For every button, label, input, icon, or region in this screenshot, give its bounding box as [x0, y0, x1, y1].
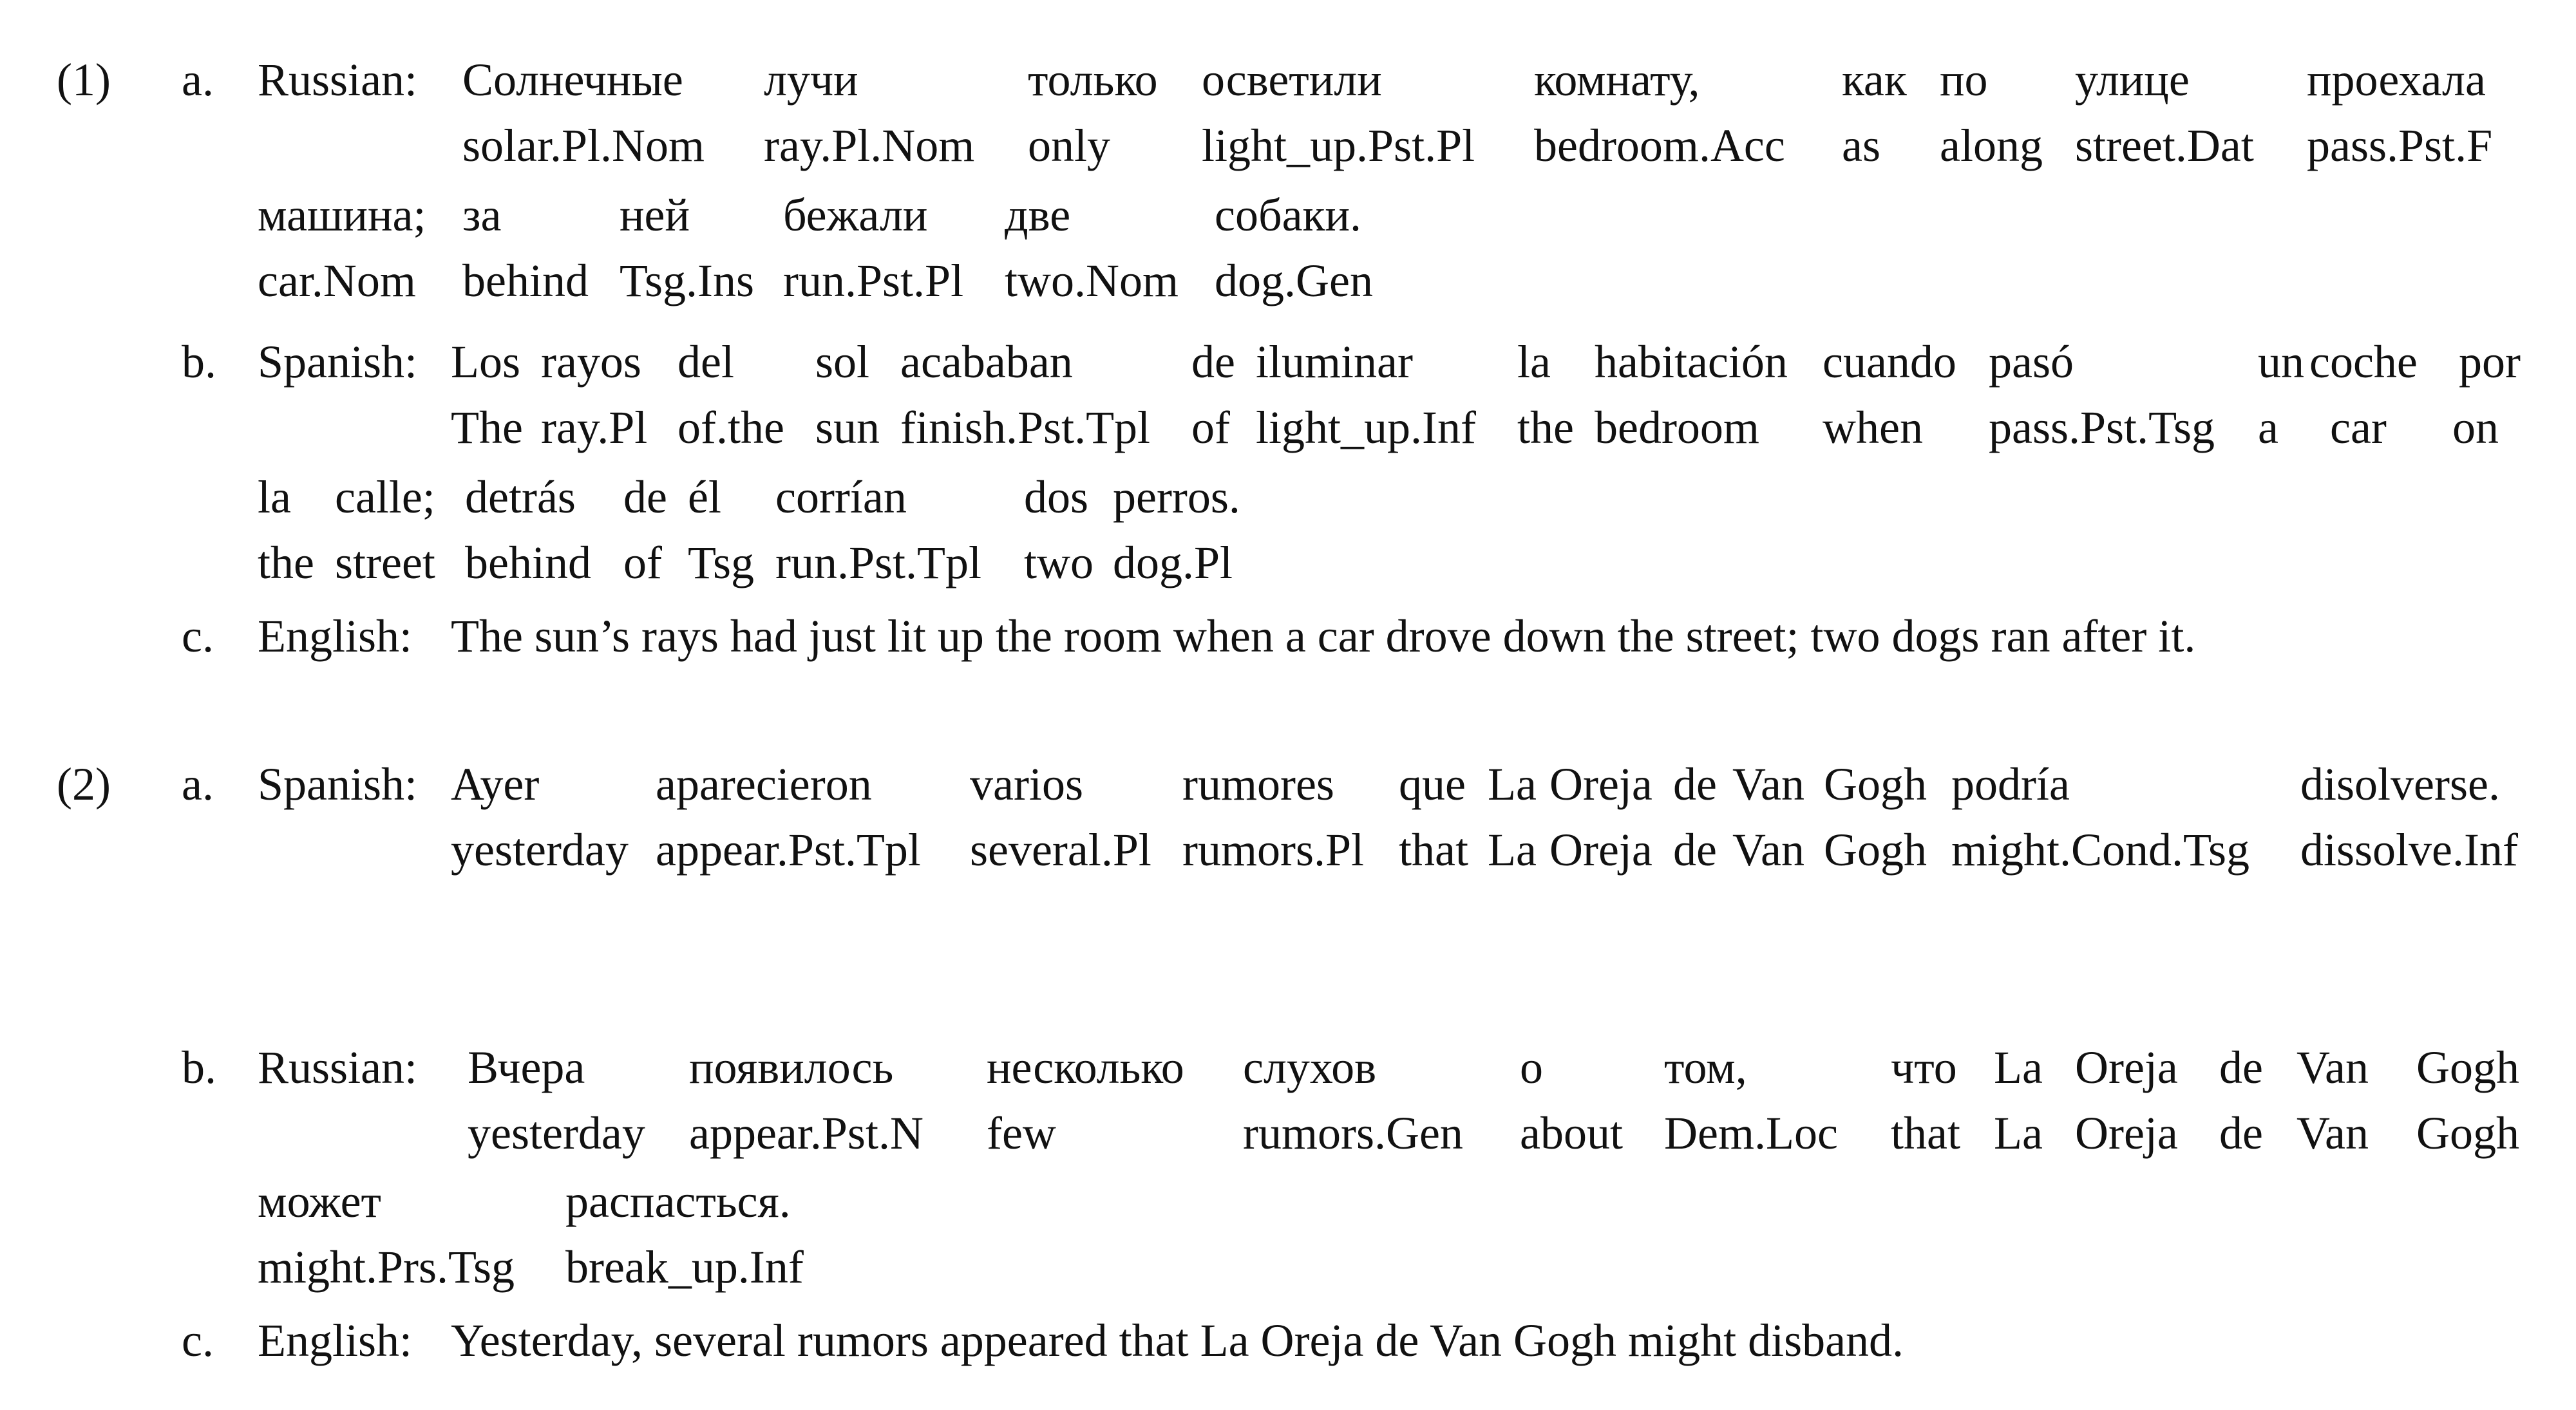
gloss-word: The: [451, 402, 523, 453]
source-word: la: [258, 471, 291, 523]
gloss-word: bedroom: [1595, 402, 1759, 453]
item-letter: c.: [182, 610, 214, 662]
source-word: Ayer: [451, 758, 540, 810]
source-word: por: [2459, 336, 2521, 388]
gloss-word: pass.Pst.F: [2307, 120, 2493, 171]
gloss-word: run.Pst.Tpl: [775, 537, 982, 588]
source-word: появилось: [689, 1042, 894, 1093]
source-word: только: [1028, 54, 1158, 106]
gloss-word: along: [1940, 120, 2043, 171]
source-word: Van: [1732, 758, 1804, 810]
source-word: Вчера: [468, 1042, 585, 1093]
gloss-word: street.Dat: [2075, 120, 2254, 171]
source-word: de: [2219, 1042, 2263, 1093]
gloss-word: of.the: [677, 402, 784, 453]
source-word: un: [2258, 336, 2304, 388]
gloss-word: of: [623, 537, 662, 588]
source-word: dos: [1024, 471, 1089, 523]
gloss-word: street: [335, 537, 435, 588]
item-letter: a.: [182, 54, 214, 106]
gloss-word: car: [2330, 402, 2387, 453]
language-label: English:: [258, 1315, 413, 1366]
gloss-word: Van: [1732, 824, 1804, 876]
gloss-word: finish.Pst.Tpl: [900, 402, 1151, 453]
source-word: iluminar: [1256, 336, 1413, 388]
gloss-word: as: [1842, 120, 1880, 171]
gloss-word: might.Cond.Tsg: [1951, 824, 2250, 876]
item-letter: b.: [182, 336, 216, 388]
gloss-word: behind: [465, 537, 591, 588]
source-word: que: [1399, 758, 1466, 810]
gloss-word: ray.Pl.Nom: [764, 120, 975, 171]
gloss-word: two.Nom: [1005, 255, 1179, 306]
gloss-word: on: [2452, 402, 2499, 453]
gloss-word: yesterday: [451, 824, 629, 876]
source-word: rayos: [541, 336, 641, 388]
source-word: собаки.: [1215, 189, 1362, 241]
gloss-word: dog.Gen: [1215, 255, 1373, 306]
source-word: La: [1994, 1042, 2043, 1093]
source-word: по: [1940, 54, 1988, 106]
source-word: лучи: [764, 54, 858, 106]
source-word: машина;: [258, 189, 426, 241]
gloss-word: that: [1399, 824, 1468, 876]
gloss-word: might.Prs.Tsg: [258, 1241, 515, 1293]
gloss-word: of: [1191, 402, 1230, 453]
source-word: Van: [2297, 1042, 2369, 1093]
gloss-word: La: [1488, 824, 1537, 876]
source-word: распасться.: [565, 1176, 791, 1227]
source-word: Солнечные: [462, 54, 683, 106]
source-word: acababan: [900, 336, 1073, 388]
gloss-word: Oreja: [2075, 1107, 2178, 1159]
language-label: Spanish:: [258, 336, 418, 388]
gloss-word: a: [2258, 402, 2278, 453]
source-word: слухов: [1243, 1042, 1377, 1093]
gloss-word: appear.Pst.N: [689, 1107, 923, 1159]
gloss-word: rumors.Pl: [1182, 824, 1365, 876]
source-word: улице: [2075, 54, 2190, 106]
gloss-word: two: [1024, 537, 1094, 588]
gloss-word: solar.Pl.Nom: [462, 120, 705, 171]
gloss-word: appear.Pst.Tpl: [656, 824, 921, 876]
source-word: что: [1891, 1042, 1957, 1093]
source-word: за: [462, 189, 502, 241]
gloss-word: de: [2219, 1107, 2263, 1159]
source-word: él: [688, 471, 721, 523]
gloss-word: the: [258, 537, 314, 588]
gloss-word: few: [987, 1107, 1056, 1159]
source-word: том,: [1664, 1042, 1747, 1093]
source-word: podría: [1951, 758, 2070, 810]
gloss-word: light_up.Inf: [1256, 402, 1476, 453]
gloss-word: dissolve.Inf: [2300, 824, 2518, 876]
gloss-word: car.Nom: [258, 255, 416, 306]
language-label: Spanish:: [258, 758, 418, 810]
source-word: del: [677, 336, 734, 388]
free-translation: The sun’s rays had just lit up the room when a car drove down the street; two dogs ran after it.: [451, 610, 2196, 662]
gloss-word: light_up.Pst.Pl: [1202, 120, 1475, 171]
example-number: (2): [57, 758, 111, 810]
source-word: La: [1488, 758, 1537, 810]
source-word: о: [1520, 1042, 1543, 1093]
source-word: aparecieron: [656, 758, 872, 810]
gloss-word: the: [1517, 402, 1574, 453]
source-word: может: [258, 1176, 381, 1227]
source-word: Oreja: [1549, 758, 1653, 810]
source-word: Los: [451, 336, 520, 388]
source-word: detrás: [465, 471, 576, 523]
gloss-word: bedroom.Acc: [1534, 120, 1785, 171]
source-word: perros.: [1113, 471, 1240, 523]
gloss-word: behind: [462, 255, 589, 306]
source-word: la: [1517, 336, 1551, 388]
gloss-word: Tsg.Ins: [620, 255, 754, 306]
source-word: calle;: [335, 471, 435, 523]
source-word: sol: [815, 336, 870, 388]
example-number: (1): [57, 54, 111, 106]
source-word: две: [1005, 189, 1071, 241]
gloss-word: about: [1520, 1107, 1623, 1159]
item-letter: b.: [182, 1042, 216, 1093]
source-word: corrían: [775, 471, 907, 523]
gloss-word: ray.Pl: [541, 402, 648, 453]
source-word: Oreja: [2075, 1042, 2178, 1093]
language-label: Russian:: [258, 54, 418, 106]
source-word: disolverse.: [2300, 758, 2500, 810]
gloss-word: Van: [2297, 1107, 2369, 1159]
source-word: комнату,: [1534, 54, 1700, 106]
source-word: varios: [970, 758, 1083, 810]
gloss-word: when: [1823, 402, 1923, 453]
source-word: de: [623, 471, 667, 523]
gloss-word: several.Pl: [970, 824, 1151, 876]
gloss-word: sun: [815, 402, 880, 453]
item-letter: a.: [182, 758, 214, 810]
language-label: Russian:: [258, 1042, 418, 1093]
gloss-word: run.Pst.Pl: [783, 255, 964, 306]
gloss-word: dog.Pl: [1113, 537, 1233, 588]
gloss-word: rumors.Gen: [1243, 1107, 1463, 1159]
source-word: осветили: [1202, 54, 1382, 106]
gloss-word: Dem.Loc: [1664, 1107, 1838, 1159]
source-word: habitación: [1595, 336, 1788, 388]
gloss-word: that: [1891, 1107, 1960, 1159]
gloss-word: Tsg: [688, 537, 754, 588]
source-word: проехала: [2307, 54, 2486, 106]
gloss-word: Gogh: [1824, 824, 1927, 876]
gloss-word: Oreja: [1549, 824, 1653, 876]
source-word: cuando: [1823, 336, 1956, 388]
gloss-word: yesterday: [468, 1107, 645, 1159]
source-word: de: [1191, 336, 1235, 388]
source-word: как: [1842, 54, 1907, 106]
gloss-word: break_up.Inf: [565, 1241, 804, 1293]
gloss-word: de: [1673, 824, 1717, 876]
gloss-word: La: [1994, 1107, 2043, 1159]
source-word: de: [1673, 758, 1717, 810]
source-word: coche: [2309, 336, 2418, 388]
source-word: Gogh: [2416, 1042, 2519, 1093]
source-word: ней: [620, 189, 690, 241]
source-word: pasó: [1989, 336, 2074, 388]
source-word: Gogh: [1824, 758, 1927, 810]
free-translation: Yesterday, several rumors appeared that La Oreja de Van Gogh might disband.: [451, 1315, 1904, 1366]
item-letter: c.: [182, 1315, 214, 1366]
source-word: несколько: [987, 1042, 1184, 1093]
gloss-word: pass.Pst.Tsg: [1989, 402, 2215, 453]
source-word: rumores: [1182, 758, 1334, 810]
language-label: English:: [258, 610, 413, 662]
source-word: бежали: [783, 189, 928, 241]
gloss-word: Gogh: [2416, 1107, 2519, 1159]
gloss-word: only: [1028, 120, 1111, 171]
